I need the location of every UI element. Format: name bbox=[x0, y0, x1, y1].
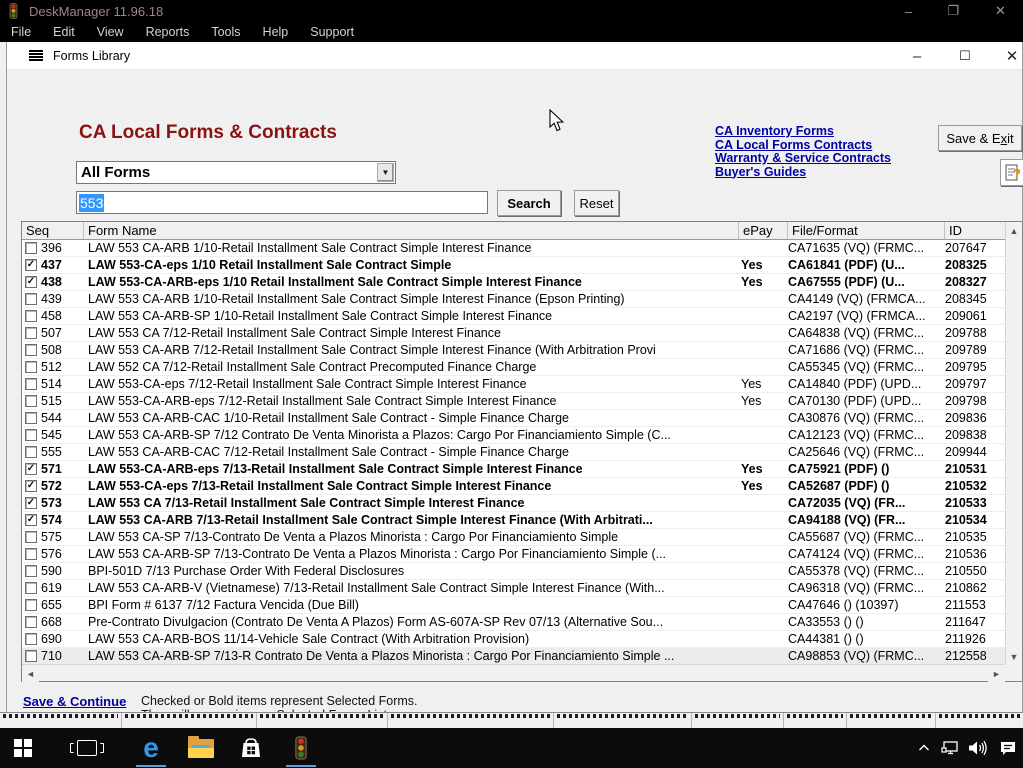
row-epay: Yes bbox=[741, 394, 762, 408]
table-row[interactable] bbox=[22, 274, 1005, 291]
dialog-titlebar bbox=[7, 42, 1022, 70]
status-segment bbox=[936, 713, 1023, 728]
table-row[interactable] bbox=[22, 631, 1005, 648]
menu-view[interactable]: View bbox=[96, 25, 124, 39]
running-indicator bbox=[286, 765, 316, 767]
table-row[interactable] bbox=[22, 495, 1005, 512]
scroll-up-icon[interactable]: ▲ bbox=[1006, 222, 1022, 239]
row-form-name: LAW 553 CA-ARB-SP 1/10-Retail Installment Sale Contract Simple Interest Finance bbox=[88, 309, 553, 323]
taskbar-store[interactable] bbox=[228, 728, 274, 768]
row-form-name: LAW 553 CA-ARB-BOS 11/14-Vehicle Sale Contract (With Arbitration Provision) bbox=[88, 632, 530, 646]
row-id: 209836 bbox=[945, 411, 987, 425]
row-id: 212558 bbox=[945, 649, 987, 663]
table-row[interactable] bbox=[22, 240, 1005, 257]
row-file-format: CA67555 (PDF) (U... bbox=[788, 275, 905, 289]
dialog-title: Forms Library bbox=[53, 48, 131, 63]
minimize-button[interactable]: – bbox=[904, 3, 913, 19]
row-checkbox[interactable] bbox=[25, 548, 37, 560]
row-form-name: LAW 553-CA-ARB-eps 7/13-Retail Installment Sale Contract Simple Interest Finance bbox=[88, 462, 583, 476]
scrollbar-corner bbox=[1005, 664, 1022, 681]
row-file-format: CA47646 () (10397) bbox=[788, 598, 899, 612]
row-form-name: LAW 553 CA-ARB 1/10-Retail Installment Sale Contract Simple Interest Finance bbox=[88, 241, 532, 255]
folder-icon bbox=[188, 739, 214, 758]
row-file-format: CA94188 (VQ) (FR... bbox=[788, 513, 906, 527]
row-file-format: CA98853 (VQ) (FRMC... bbox=[788, 649, 925, 663]
status-segment bbox=[388, 713, 554, 728]
row-seq: 573 bbox=[41, 496, 62, 510]
row-file-format: CA2197 (VQ) (FRMCA... bbox=[788, 309, 926, 323]
column-header-file-format[interactable]: File/Format bbox=[788, 222, 945, 239]
table-row[interactable] bbox=[22, 580, 1005, 597]
search-text-selected: 553 bbox=[80, 194, 104, 211]
save-continue-link[interactable]: Save & Continue bbox=[23, 694, 127, 709]
note-line-1: Checked or Bold items represent Selected Forms. bbox=[141, 694, 418, 708]
row-seq: 514 bbox=[41, 377, 62, 391]
dropdown-value: All Forms bbox=[81, 164, 151, 181]
row-form-name: LAW 553 CA-ARB-CAC 1/10-Retail Installment Sale Contract - Simple Finance Charge bbox=[88, 411, 569, 425]
row-seq: 508 bbox=[41, 343, 62, 357]
row-checkbox[interactable] bbox=[25, 531, 37, 543]
status-segment bbox=[257, 713, 388, 728]
row-checkbox[interactable] bbox=[25, 361, 37, 373]
menu-edit[interactable]: Edit bbox=[53, 25, 75, 39]
row-file-format: CA55687 (VQ) (FRMC... bbox=[788, 530, 925, 544]
reset-button[interactable]: Reset bbox=[574, 190, 619, 216]
close-button[interactable]: ✕ bbox=[995, 3, 1006, 18]
taskbar bbox=[0, 728, 1023, 768]
running-indicator bbox=[136, 765, 166, 767]
row-id: 209795 bbox=[945, 360, 987, 374]
table-row[interactable] bbox=[22, 393, 1005, 410]
horizontal-scrollbar[interactable] bbox=[22, 664, 1005, 681]
row-checkbox[interactable]: ✓ bbox=[26, 276, 36, 287]
row-seq: 512 bbox=[41, 360, 62, 374]
row-id: 209798 bbox=[945, 394, 987, 408]
row-file-format: CA72035 (VQ) (FR... bbox=[788, 496, 906, 510]
row-id: 210862 bbox=[945, 581, 987, 595]
status-bar bbox=[0, 712, 1023, 728]
row-form-name: Pre-Contrato Divulgacion (Contrato De Venta A Plazos) Form AS-607A-SP Rev 07/13 (Alternative Sou... bbox=[88, 615, 664, 629]
status-segment bbox=[784, 713, 847, 728]
chevron-up-icon bbox=[918, 744, 930, 752]
main-window-titlebar bbox=[0, 0, 1023, 22]
row-seq: 396 bbox=[41, 241, 62, 255]
table-row[interactable] bbox=[22, 444, 1005, 461]
row-checkbox[interactable]: ✓ bbox=[26, 259, 36, 270]
row-checkbox[interactable] bbox=[25, 327, 37, 339]
row-id: 209838 bbox=[945, 428, 987, 442]
table-row[interactable] bbox=[22, 325, 1005, 342]
table-row[interactable] bbox=[22, 427, 1005, 444]
tray-network-button[interactable] bbox=[937, 728, 963, 768]
row-id: 209788 bbox=[945, 326, 987, 340]
table-row[interactable] bbox=[22, 359, 1005, 376]
row-id: 209061 bbox=[945, 309, 987, 323]
network-icon bbox=[941, 740, 959, 756]
row-form-name: BPI Form # 6137 7/12 Factura Vencida (Due Bill) bbox=[88, 598, 359, 612]
row-id: 210534 bbox=[945, 513, 987, 527]
chevron-down-icon[interactable]: ▼ bbox=[377, 163, 394, 182]
row-checkbox[interactable] bbox=[25, 395, 37, 407]
menu-reports[interactable]: Reports bbox=[145, 25, 190, 39]
action-center-button[interactable] bbox=[993, 728, 1023, 768]
task-view-icon bbox=[77, 740, 97, 756]
window-title: DeskManager 11.96.18 bbox=[29, 3, 164, 19]
forms-filter-dropdown[interactable] bbox=[76, 161, 396, 184]
table-row[interactable] bbox=[22, 648, 1005, 665]
table-row[interactable] bbox=[22, 597, 1005, 614]
system-tray bbox=[911, 728, 1023, 768]
row-seq: 619 bbox=[41, 581, 62, 595]
row-file-format: CA96318 (VQ) (FRMC... bbox=[788, 581, 925, 595]
row-form-name: LAW 553 CA-ARB 7/12-Retail Installment Sale Contract Simple Interest Finance (With Arbitration Provi bbox=[88, 343, 656, 357]
row-file-format: CA64838 (VQ) (FRMC... bbox=[788, 326, 925, 340]
row-checkbox[interactable]: ✓ bbox=[26, 514, 36, 525]
row-file-format: CA12123 (VQ) (FRMC... bbox=[788, 428, 925, 442]
status-segment bbox=[847, 713, 936, 728]
row-id: 210533 bbox=[945, 496, 987, 510]
row-form-name: BPI-501D 7/13 Purchase Order With Federal Disclosures bbox=[88, 564, 405, 578]
row-checkbox[interactable] bbox=[25, 378, 37, 390]
row-id: 210535 bbox=[945, 530, 987, 544]
column-header-epay[interactable]: ePay bbox=[739, 222, 788, 239]
row-file-format: CA4149 (VQ) (FRMCA... bbox=[788, 292, 926, 306]
menu-bar bbox=[0, 22, 1023, 42]
row-checkbox[interactable] bbox=[25, 429, 37, 441]
row-id: 211647 bbox=[945, 615, 986, 629]
row-checkbox[interactable] bbox=[25, 310, 37, 322]
row-seq: 515 bbox=[41, 394, 62, 408]
row-checkbox[interactable] bbox=[25, 616, 37, 628]
row-checkbox[interactable] bbox=[25, 599, 37, 611]
link-warranty-service-contracts[interactable]: Warranty & Service Contracts bbox=[715, 151, 891, 165]
row-seq: 690 bbox=[41, 632, 62, 646]
row-id: 209789 bbox=[945, 343, 987, 357]
row-checkbox[interactable] bbox=[25, 633, 37, 645]
row-file-format: CA74124 (VQ) (FRMC... bbox=[788, 547, 925, 561]
row-form-name: LAW 553 CA-ARB-SP 7/13-R Contrato De Venta a Plazos Minorista : Cargo Por Financiamiento Simple ... bbox=[88, 649, 675, 663]
column-header-seq[interactable]: Seq bbox=[22, 222, 84, 239]
table-row[interactable] bbox=[22, 546, 1005, 563]
row-epay: Yes bbox=[741, 258, 763, 272]
form-category-links bbox=[715, 125, 891, 179]
svg-text:?: ? bbox=[1013, 165, 1021, 181]
row-checkbox[interactable] bbox=[25, 293, 37, 305]
row-id: 208325 bbox=[945, 258, 987, 272]
scroll-right-icon[interactable]: ► bbox=[988, 665, 1005, 682]
row-file-format: CA14840 (PDF) (UPD... bbox=[788, 377, 922, 391]
task-view-button[interactable] bbox=[64, 728, 110, 768]
menu-tools[interactable]: Tools bbox=[211, 25, 241, 39]
row-seq: 507 bbox=[41, 326, 62, 340]
row-file-format: CA75921 (PDF) () bbox=[788, 462, 890, 476]
menu-support[interactable]: Support bbox=[310, 25, 355, 39]
row-id: 211553 bbox=[945, 598, 986, 612]
row-checkbox[interactable] bbox=[25, 582, 37, 594]
windows-logo-icon bbox=[14, 739, 32, 757]
row-form-name: LAW 553 CA 7/13-Retail Installment Sale Contract Simple Interest Finance bbox=[88, 496, 525, 510]
row-checkbox[interactable]: ✓ bbox=[26, 480, 36, 491]
table-row[interactable] bbox=[22, 512, 1005, 529]
row-form-name: LAW 553-CA-ARB-eps 7/12-Retail Installment Sale Contract Simple Interest Finance bbox=[88, 394, 557, 408]
vertical-scrollbar[interactable] bbox=[1005, 222, 1022, 665]
row-form-name: LAW 553-CA-eps 7/13-Retail Installment Sale Contract Simple Interest Finance bbox=[88, 479, 552, 493]
row-file-format: CA71635 (VQ) (FRMC... bbox=[788, 241, 925, 255]
table-row[interactable] bbox=[22, 478, 1005, 495]
row-epay: Yes bbox=[741, 275, 763, 289]
row-epay: Yes bbox=[741, 377, 762, 391]
table-row[interactable] bbox=[22, 410, 1005, 427]
restore-button[interactable]: ❐ bbox=[947, 3, 960, 18]
help-button[interactable] bbox=[1000, 159, 1023, 186]
row-id: 209944 bbox=[945, 445, 987, 459]
row-seq: 437 bbox=[41, 258, 62, 272]
row-file-format: CA30876 (VQ) (FRMC... bbox=[788, 411, 925, 425]
taskbar-edge[interactable] bbox=[128, 728, 174, 768]
row-form-name: LAW 553 CA-ARB 7/13-Retail Installment Sale Contract Simple Interest Finance (With Arbitrati... bbox=[88, 513, 653, 527]
dialog-close-button[interactable]: ✕ bbox=[1005, 48, 1019, 65]
row-form-name: LAW 553 CA-ARB-SP 7/13-Contrato De Venta a Plazos Minorista : Cargo Por Financiamiento Simple (... bbox=[88, 547, 667, 561]
table-header bbox=[22, 222, 1022, 240]
row-checkbox[interactable] bbox=[25, 565, 37, 577]
row-form-name: LAW 553 CA-ARB 1/10-Retail Installment Sale Contract Simple Interest Finance (Epson Printing) bbox=[88, 292, 625, 306]
row-seq: 544 bbox=[41, 411, 62, 425]
table-row[interactable] bbox=[22, 291, 1005, 308]
action-center-icon bbox=[999, 739, 1017, 757]
row-seq: 575 bbox=[41, 530, 62, 544]
row-file-format: CA70130 (PDF) (UPD... bbox=[788, 394, 922, 408]
row-seq: 571 bbox=[41, 462, 62, 476]
menu-help[interactable]: Help bbox=[262, 25, 289, 39]
forms-table bbox=[21, 221, 1023, 682]
taskbar-file-explorer[interactable] bbox=[178, 728, 224, 768]
row-form-name: LAW 553-CA-eps 1/10 Retail Installment Sale Contract Simple bbox=[88, 258, 452, 272]
tray-chevron-button[interactable] bbox=[911, 728, 937, 768]
row-id: 210550 bbox=[945, 564, 987, 578]
row-checkbox[interactable] bbox=[25, 446, 37, 458]
row-form-name: LAW 553 CA-ARB-V (Vietnamese) 7/13-Retail Installment Sale Contract Simple Interest Finance (With... bbox=[88, 581, 665, 595]
row-file-format: CA61841 (PDF) (U... bbox=[788, 258, 905, 272]
table-body bbox=[22, 240, 1005, 665]
forms-library-dialog bbox=[6, 42, 1023, 712]
row-form-name: LAW 553 CA-ARB-SP 7/12 Contrato De Venta Minorista a Plazos: Cargo Por Financiamiento Simple (C... bbox=[88, 428, 671, 442]
table-row[interactable] bbox=[22, 461, 1005, 478]
tray-volume-button[interactable] bbox=[963, 728, 993, 768]
row-form-name: LAW 553 CA-ARB-CAC 7/12-Retail Installment Sale Contract - Simple Finance Charge bbox=[88, 445, 569, 459]
row-file-format: CA55378 (VQ) (FRMC... bbox=[788, 564, 925, 578]
row-seq: 438 bbox=[41, 275, 62, 289]
row-seq: 574 bbox=[41, 513, 62, 527]
row-id: 211926 bbox=[945, 632, 986, 646]
search-button[interactable]: Search bbox=[497, 190, 561, 216]
row-form-name: LAW 552 CA 7/12-Retail Installment Sale Contract Precomputed Finance Charge bbox=[88, 360, 537, 374]
row-checkbox[interactable] bbox=[25, 242, 37, 254]
row-file-format: CA44381 () () bbox=[788, 632, 864, 646]
link-ca-inventory-forms[interactable]: CA Inventory Forms bbox=[715, 124, 835, 138]
table-row[interactable] bbox=[22, 614, 1005, 631]
start-button[interactable] bbox=[0, 728, 46, 768]
row-file-format: CA33553 () () bbox=[788, 615, 864, 629]
row-seq: 710 bbox=[41, 649, 62, 663]
row-seq: 458 bbox=[41, 309, 62, 323]
row-file-format: CA71686 (VQ) (FRMC... bbox=[788, 343, 925, 357]
menu-file[interactable]: File bbox=[11, 25, 32, 39]
row-form-name: LAW 553-CA-eps 7/12-Retail Installment Sale Contract Simple Interest Finance bbox=[88, 377, 527, 391]
row-id: 208327 bbox=[945, 275, 987, 289]
dialog-maximize-button[interactable]: ☐ bbox=[959, 48, 971, 63]
row-id: 209797 bbox=[945, 377, 987, 391]
row-id: 210531 bbox=[945, 462, 987, 476]
status-segment bbox=[122, 713, 257, 728]
row-seq: 555 bbox=[41, 445, 62, 459]
table-row[interactable] bbox=[22, 376, 1005, 393]
row-form-name: LAW 553 CA 7/12-Retail Installment Sale Contract Simple Interest Finance bbox=[88, 326, 501, 340]
link-ca-local-forms-contracts[interactable]: CA Local Forms Contracts bbox=[715, 137, 873, 152]
save-exit-button[interactable]: Save & E x it bbox=[938, 125, 1022, 151]
row-epay: Yes bbox=[741, 462, 763, 476]
edge-icon: e bbox=[143, 732, 159, 763]
status-segment bbox=[692, 713, 784, 728]
table-row[interactable] bbox=[22, 529, 1005, 546]
row-seq: 655 bbox=[41, 598, 62, 612]
link-buyers-guides[interactable]: Buyer's Guides bbox=[715, 164, 807, 179]
row-seq: 576 bbox=[41, 547, 62, 561]
row-id: 208345 bbox=[945, 292, 987, 306]
row-form-name: LAW 553 CA-SP 7/13-Contrato De Venta a Plazos Minorista : Cargo Por Financiamiento Simple bbox=[88, 530, 619, 544]
dialog-minimize-button[interactable]: – bbox=[912, 47, 922, 65]
row-file-format: CA52687 (PDF) () bbox=[788, 479, 890, 493]
row-seq: 439 bbox=[41, 292, 62, 306]
speaker-icon bbox=[968, 740, 988, 756]
menu-lines-icon bbox=[29, 50, 43, 61]
status-segment bbox=[554, 713, 692, 728]
table-row[interactable] bbox=[22, 342, 1005, 359]
row-form-name: LAW 553-CA-ARB-eps 1/10 Retail Installment Sale Contract Simple Interest Finance bbox=[88, 275, 582, 289]
search-input[interactable] bbox=[76, 191, 488, 214]
taskbar-deskmanager[interactable] bbox=[278, 728, 324, 768]
column-header-id[interactable]: ID bbox=[949, 223, 962, 238]
row-id: 210532 bbox=[945, 479, 987, 493]
row-seq: 668 bbox=[41, 615, 62, 629]
row-seq: 590 bbox=[41, 564, 62, 578]
row-seq: 572 bbox=[41, 479, 62, 493]
page-title: CA Local Forms & Contracts bbox=[79, 122, 337, 143]
traffic-light-icon bbox=[6, 3, 21, 19]
table-row[interactable] bbox=[22, 257, 1005, 274]
table-row[interactable] bbox=[22, 563, 1005, 580]
column-header-form-name[interactable]: Form Name bbox=[84, 222, 739, 239]
scroll-down-icon[interactable]: ▼ bbox=[1006, 648, 1022, 665]
table-row[interactable] bbox=[22, 308, 1005, 325]
row-checkbox[interactable]: ✓ bbox=[26, 463, 36, 474]
row-seq: 545 bbox=[41, 428, 62, 442]
row-checkbox[interactable] bbox=[25, 344, 37, 356]
row-checkbox[interactable]: ✓ bbox=[26, 497, 36, 508]
row-file-format: CA55345 (VQ) (FRMC... bbox=[788, 360, 925, 374]
row-file-format: CA25646 (VQ) (FRMC... bbox=[788, 445, 925, 459]
store-bag-icon bbox=[239, 736, 263, 760]
row-id: 210536 bbox=[945, 547, 987, 561]
status-segment bbox=[0, 713, 122, 728]
row-checkbox[interactable] bbox=[25, 412, 37, 424]
row-epay: Yes bbox=[741, 479, 763, 493]
traffic-light-icon bbox=[290, 735, 312, 761]
scroll-left-icon[interactable]: ◄ bbox=[22, 665, 39, 682]
row-id: 207647 bbox=[945, 241, 987, 255]
help-doc-icon bbox=[1004, 164, 1022, 182]
row-checkbox[interactable] bbox=[25, 650, 37, 662]
